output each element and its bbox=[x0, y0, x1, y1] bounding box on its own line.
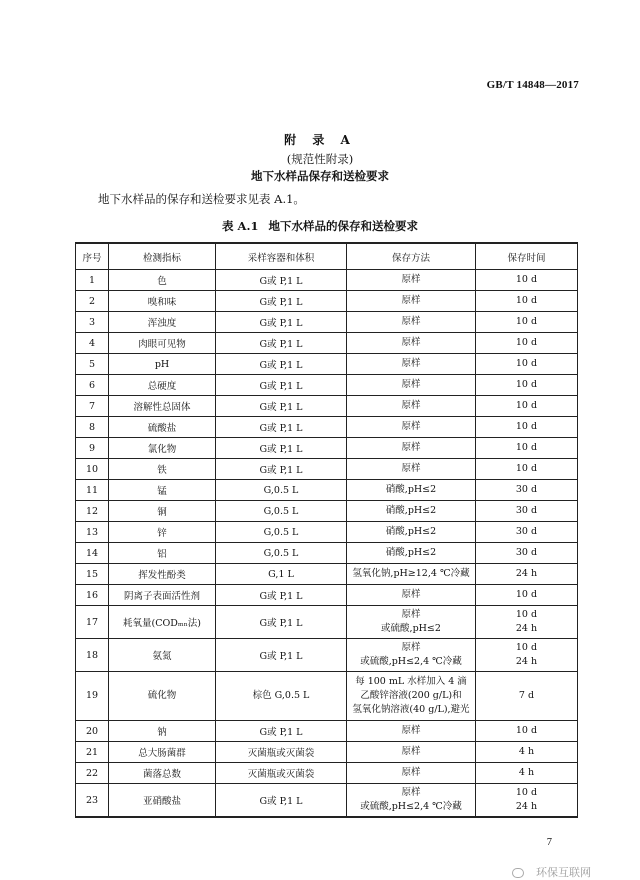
cell-indicator: 总硬度 bbox=[109, 375, 216, 396]
cell-container: G或 P,1 L bbox=[216, 312, 347, 333]
cell-container: 棕色 G,0.5 L bbox=[216, 672, 347, 721]
cell-number: 21 bbox=[76, 742, 109, 763]
cell-time-line: 10 d bbox=[515, 725, 538, 736]
cell-time bbox=[476, 763, 578, 784]
cell-time bbox=[476, 312, 578, 333]
cell-time-line: 30 d bbox=[515, 484, 538, 495]
cell-time-line: 10 d bbox=[515, 295, 538, 306]
cell-method-line: 原样 bbox=[401, 337, 421, 348]
storage-requirements-table bbox=[75, 242, 578, 818]
cell-container: G或 P,1 L bbox=[216, 270, 347, 291]
cell-time-line: 10 d bbox=[515, 316, 538, 327]
cell-time-line: 10 d bbox=[515, 609, 538, 620]
cell-method bbox=[347, 354, 476, 375]
cell-method-line: 原样 bbox=[401, 358, 421, 369]
cell-indicator: 嗅和味 bbox=[109, 291, 216, 312]
cell-number: 3 bbox=[76, 312, 109, 333]
cell-method bbox=[347, 763, 476, 784]
cell-time bbox=[476, 480, 578, 501]
cell-method bbox=[347, 501, 476, 522]
cell-method bbox=[347, 639, 476, 672]
table-row bbox=[76, 333, 578, 354]
cell-method bbox=[347, 375, 476, 396]
cell-method bbox=[347, 585, 476, 606]
cell-time bbox=[476, 501, 578, 522]
cell-time-line: 10 d bbox=[515, 787, 538, 798]
cell-container: G或 P,1 L bbox=[216, 606, 347, 639]
cell-method bbox=[347, 672, 476, 721]
cell-indicator: 色 bbox=[109, 270, 216, 291]
cell-number: 23 bbox=[76, 784, 109, 818]
cell-method bbox=[347, 784, 476, 818]
cell-indicator: 锌 bbox=[109, 522, 216, 543]
cell-time-line: 4 h bbox=[518, 746, 535, 757]
table-row bbox=[76, 639, 578, 672]
table-row bbox=[76, 312, 578, 333]
cell-method-line: 原样 bbox=[401, 421, 421, 432]
cell-method-line: 硝酸,pH≤2 bbox=[385, 505, 437, 516]
cell-indicator: 溶解性总固体 bbox=[109, 396, 216, 417]
cell-time bbox=[476, 333, 578, 354]
cell-number: 8 bbox=[76, 417, 109, 438]
cell-number: 13 bbox=[76, 522, 109, 543]
cell-method-line: 原样 bbox=[401, 274, 421, 285]
cell-indicator: 钠 bbox=[109, 721, 216, 742]
cell-container: G或 P,1 L bbox=[216, 291, 347, 312]
table-row bbox=[76, 396, 578, 417]
cell-time bbox=[476, 585, 578, 606]
table-row bbox=[76, 543, 578, 564]
cell-time-line: 24 h bbox=[515, 656, 538, 667]
cell-number: 11 bbox=[76, 480, 109, 501]
cell-indicator: 氯化物 bbox=[109, 438, 216, 459]
table-row bbox=[76, 606, 578, 639]
cell-method-line: 氢氧化钠溶液(40 g/L),避光 bbox=[352, 704, 470, 715]
cell-indicator: 耗氧量(CODₘₙ法) bbox=[109, 606, 216, 639]
cell-method bbox=[347, 459, 476, 480]
cell-container: G或 P,1 L bbox=[216, 417, 347, 438]
table-body bbox=[76, 270, 578, 818]
cell-method-line: 氢氧化钠,pH≥12,4 ℃冷藏 bbox=[352, 568, 470, 579]
cell-method-line: 每 100 mL 水样加入 4 滴 bbox=[355, 676, 467, 687]
cell-method bbox=[347, 543, 476, 564]
cell-method-line: 原样 bbox=[401, 379, 421, 390]
cell-container: G,0.5 L bbox=[216, 522, 347, 543]
table-row bbox=[76, 501, 578, 522]
table-row bbox=[76, 291, 578, 312]
cell-container: G或 P,1 L bbox=[216, 721, 347, 742]
cell-method-line: 原样 bbox=[401, 442, 421, 453]
cell-number: 15 bbox=[76, 564, 109, 585]
cell-container: G或 P,1 L bbox=[216, 438, 347, 459]
table-row bbox=[76, 270, 578, 291]
cell-time-line: 4 h bbox=[518, 767, 535, 778]
column-header: 保存时间 bbox=[476, 243, 578, 270]
cell-method bbox=[347, 291, 476, 312]
cell-container: G或 P,1 L bbox=[216, 354, 347, 375]
cell-time bbox=[476, 459, 578, 480]
cell-method bbox=[347, 438, 476, 459]
table-row bbox=[76, 721, 578, 742]
cell-time-line: 7 d bbox=[518, 690, 535, 701]
table-row bbox=[76, 417, 578, 438]
cell-number: 2 bbox=[76, 291, 109, 312]
cell-method bbox=[347, 606, 476, 639]
cell-time bbox=[476, 606, 578, 639]
column-header: 采样容器和体积 bbox=[216, 243, 347, 270]
cell-number: 9 bbox=[76, 438, 109, 459]
table-caption-title: 地下水样品的保存和送检要求 bbox=[268, 219, 418, 233]
cell-time-line: 30 d bbox=[515, 505, 538, 516]
cell-method-line: 原样 bbox=[401, 316, 421, 327]
cell-container: G或 P,1 L bbox=[216, 375, 347, 396]
annex-title: 附 录 A bbox=[284, 133, 356, 147]
cell-indicator: 浑浊度 bbox=[109, 312, 216, 333]
cell-method bbox=[347, 333, 476, 354]
cell-time-line: 10 d bbox=[515, 337, 538, 348]
cell-number: 16 bbox=[76, 585, 109, 606]
cell-container: G或 P,1 L bbox=[216, 333, 347, 354]
cell-indicator: 亚硝酸盐 bbox=[109, 784, 216, 818]
cell-time bbox=[476, 522, 578, 543]
table-row bbox=[76, 742, 578, 763]
cell-method-line: 乙酸锌溶液(200 g/L)和 bbox=[360, 690, 462, 701]
cell-number: 1 bbox=[76, 270, 109, 291]
table-row bbox=[76, 784, 578, 818]
cell-method-line: 原样 bbox=[401, 295, 421, 306]
cell-time bbox=[476, 639, 578, 672]
cell-time bbox=[476, 721, 578, 742]
table-row bbox=[76, 438, 578, 459]
cell-indicator: 铁 bbox=[109, 459, 216, 480]
cell-time-line: 10 d bbox=[515, 421, 538, 432]
cell-time-line: 24 h bbox=[515, 801, 538, 812]
cell-method-line: 原样 bbox=[401, 400, 421, 411]
cell-indicator: 肉眼可见物 bbox=[109, 333, 216, 354]
cell-time bbox=[476, 417, 578, 438]
cell-method-line: 硝酸,pH≤2 bbox=[385, 526, 437, 537]
cell-time-line: 24 h bbox=[515, 568, 538, 579]
cell-number: 7 bbox=[76, 396, 109, 417]
cell-indicator: 锰 bbox=[109, 480, 216, 501]
cell-method bbox=[347, 742, 476, 763]
cell-container: G,0.5 L bbox=[216, 480, 347, 501]
cell-indicator: 硫酸盐 bbox=[109, 417, 216, 438]
cell-indicator: pH bbox=[109, 354, 216, 375]
cell-number: 6 bbox=[76, 375, 109, 396]
cell-container: 灭菌瓶或灭菌袋 bbox=[216, 742, 347, 763]
cell-method bbox=[347, 417, 476, 438]
cell-indicator: 挥发性酚类 bbox=[109, 564, 216, 585]
table-caption bbox=[0, 218, 640, 234]
cell-container: G或 P,1 L bbox=[216, 585, 347, 606]
cell-number: 20 bbox=[76, 721, 109, 742]
cell-time-line: 10 d bbox=[515, 274, 538, 285]
table-row bbox=[76, 564, 578, 585]
cell-method-line: 或硫酸,pH≤2,4 ℃冷藏 bbox=[360, 656, 462, 667]
cell-time-line: 30 d bbox=[515, 526, 538, 537]
cell-method-line: 原样 bbox=[401, 463, 421, 474]
table-row bbox=[76, 459, 578, 480]
cell-time bbox=[476, 375, 578, 396]
cell-time bbox=[476, 270, 578, 291]
cell-container: G,1 L bbox=[216, 564, 347, 585]
cell-method-line: 原样 bbox=[401, 642, 421, 653]
cell-method-line: 原样 bbox=[401, 589, 421, 600]
cell-indicator: 氨氮 bbox=[109, 639, 216, 672]
cell-method-line: 原样 bbox=[401, 609, 421, 620]
cell-method-line: 或硫酸,pH≤2,4 ℃冷藏 bbox=[360, 801, 462, 812]
cell-container: G或 P,1 L bbox=[216, 459, 347, 480]
table-row bbox=[76, 763, 578, 784]
cell-time-line: 24 h bbox=[515, 623, 538, 634]
table-row bbox=[76, 375, 578, 396]
cell-number: 14 bbox=[76, 543, 109, 564]
intro-text: 地下水样品的保存和送检要求见表 A.1。 bbox=[98, 192, 305, 206]
cell-time bbox=[476, 742, 578, 763]
cell-time-line: 10 d bbox=[515, 442, 538, 453]
cell-time-line: 10 d bbox=[515, 642, 538, 653]
column-header: 保存方法 bbox=[347, 243, 476, 270]
cell-method bbox=[347, 564, 476, 585]
cell-method-line: 硝酸,pH≤2 bbox=[385, 484, 437, 495]
cell-method bbox=[347, 396, 476, 417]
table-row bbox=[76, 585, 578, 606]
table-row bbox=[76, 522, 578, 543]
cell-indicator: 总大肠菌群 bbox=[109, 742, 216, 763]
cell-time-line: 10 d bbox=[515, 589, 538, 600]
cell-method bbox=[347, 312, 476, 333]
cell-time bbox=[476, 564, 578, 585]
cell-container: G或 P,1 L bbox=[216, 396, 347, 417]
cell-indicator: 阴离子表面活性剂 bbox=[109, 585, 216, 606]
cell-number: 5 bbox=[76, 354, 109, 375]
annex-type: (规范性附录) bbox=[286, 152, 354, 166]
cell-time-line: 10 d bbox=[515, 379, 538, 390]
column-header: 检测指标 bbox=[109, 243, 216, 270]
cell-indicator: 铜 bbox=[109, 501, 216, 522]
cell-number: 19 bbox=[76, 672, 109, 721]
cell-time bbox=[476, 438, 578, 459]
cell-time bbox=[476, 396, 578, 417]
annex-name: 地下水样品保存和送检要求 bbox=[251, 169, 389, 183]
table-caption-number: 表 A.1 bbox=[222, 219, 259, 233]
cell-method-line: 原样 bbox=[401, 746, 421, 757]
table-row bbox=[76, 480, 578, 501]
cell-number: 18 bbox=[76, 639, 109, 672]
cell-number: 22 bbox=[76, 763, 109, 784]
watermark-text: 环保互联网 bbox=[536, 866, 591, 879]
cell-number: 4 bbox=[76, 333, 109, 354]
cell-time bbox=[476, 354, 578, 375]
cell-method-line: 原样 bbox=[401, 767, 421, 778]
cell-number: 12 bbox=[76, 501, 109, 522]
cell-time bbox=[476, 291, 578, 312]
cell-time-line: 10 d bbox=[515, 400, 538, 411]
cell-method bbox=[347, 522, 476, 543]
cell-number: 10 bbox=[76, 459, 109, 480]
cell-method bbox=[347, 480, 476, 501]
cell-number: 17 bbox=[76, 606, 109, 639]
cell-method-line: 或硫酸,pH≤2 bbox=[381, 623, 441, 634]
cell-container: G,0.5 L bbox=[216, 543, 347, 564]
watermark bbox=[512, 864, 591, 880]
table-header-row bbox=[76, 243, 578, 270]
cell-time bbox=[476, 672, 578, 721]
cell-time bbox=[476, 784, 578, 818]
cell-container: G,0.5 L bbox=[216, 501, 347, 522]
cell-time-line: 10 d bbox=[515, 463, 538, 474]
cell-container: G或 P,1 L bbox=[216, 639, 347, 672]
table-row bbox=[76, 354, 578, 375]
cell-container: G或 P,1 L bbox=[216, 784, 347, 818]
cell-time-line: 10 d bbox=[515, 358, 538, 369]
page-number: 7 bbox=[546, 837, 552, 848]
standard-code: GB/T 14848—2017 bbox=[486, 79, 579, 91]
cell-indicator: 铝 bbox=[109, 543, 216, 564]
cell-method bbox=[347, 721, 476, 742]
cell-method-line: 原样 bbox=[401, 787, 421, 798]
cell-time-line: 30 d bbox=[515, 547, 538, 558]
cell-container: 灭菌瓶或灭菌袋 bbox=[216, 763, 347, 784]
cell-indicator: 菌落总数 bbox=[109, 763, 216, 784]
annex-heading bbox=[0, 132, 640, 185]
column-header: 序号 bbox=[76, 243, 109, 270]
cell-indicator: 硫化物 bbox=[109, 672, 216, 721]
cell-method bbox=[347, 270, 476, 291]
cell-method-line: 原样 bbox=[401, 725, 421, 736]
cell-time bbox=[476, 543, 578, 564]
table-row bbox=[76, 672, 578, 721]
cell-method-line: 硝酸,pH≤2 bbox=[385, 547, 437, 558]
